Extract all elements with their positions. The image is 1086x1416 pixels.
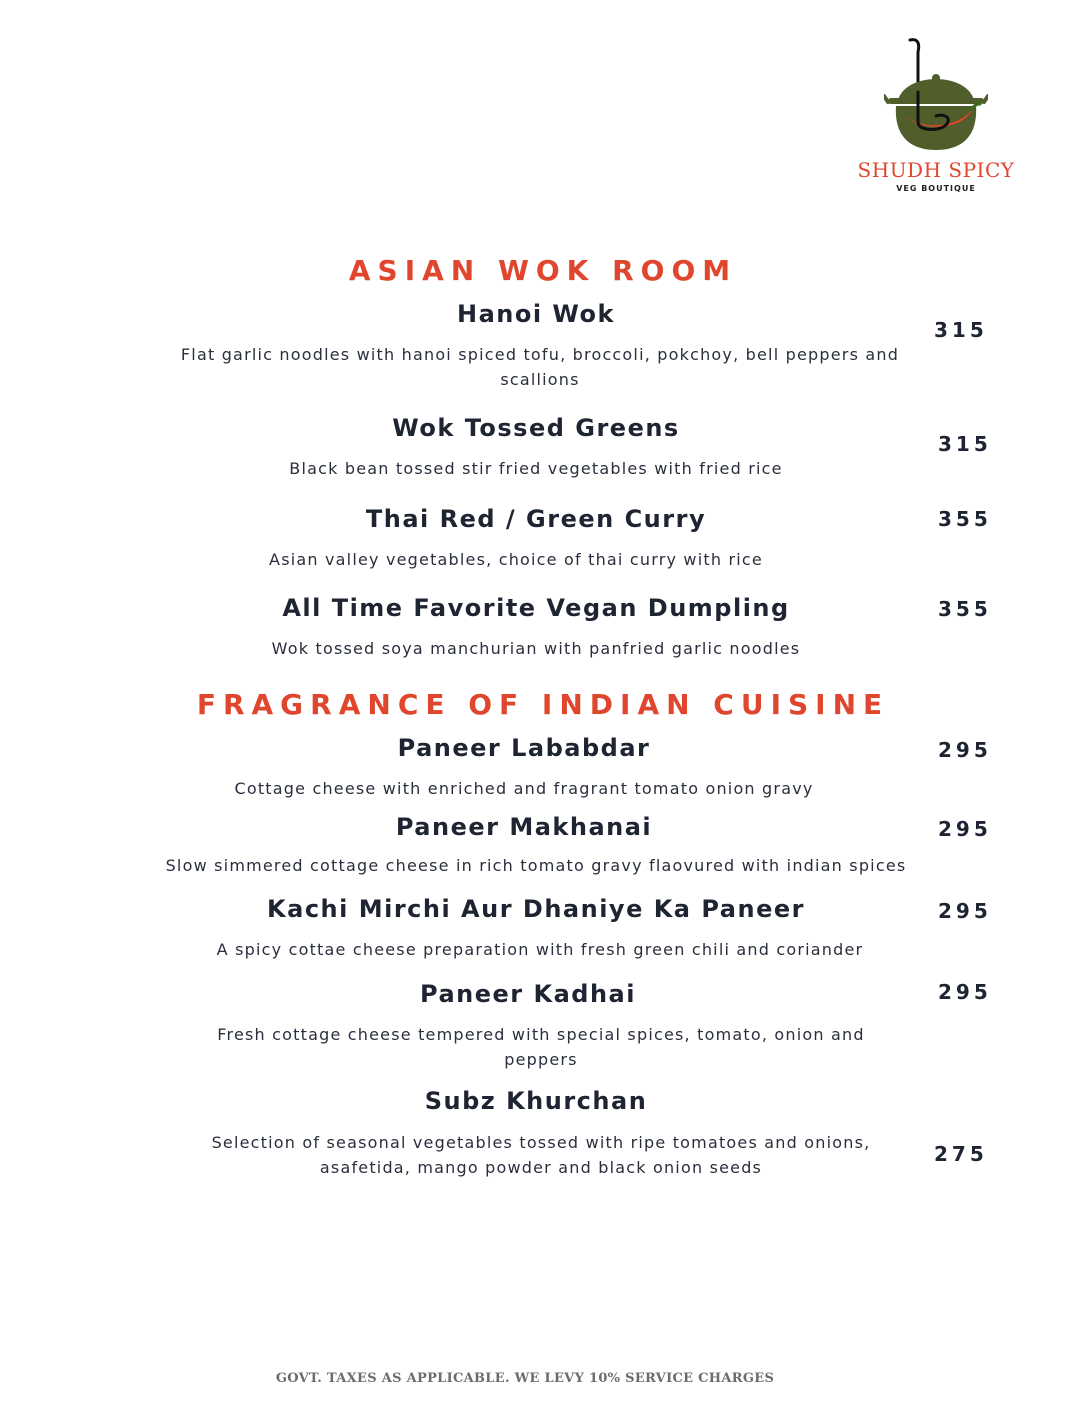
- menu-item-name: Wok Tossed Greens: [392, 414, 680, 442]
- menu-item-description: Selection of seasonal vegetables tossed with ripe tomatoes and onions, asafetida, mango powder and black onion seeds: [211, 1133, 871, 1177]
- menu-item-name: Thai Red / Green Curry: [365, 505, 707, 533]
- menu-item-name: Hanoi Wok: [456, 300, 615, 328]
- menu-item-price: 295: [938, 899, 992, 923]
- menu-item-name: Kachi Mirchi Aur Dhaniye Ka Paneer: [267, 895, 805, 923]
- menu-item-price: 295: [938, 980, 992, 1004]
- menu-item-description: Slow simmered cottage cheese in rich tomato gravy flaovured with indian spices: [165, 856, 907, 875]
- brand-logo: [848, 36, 1024, 200]
- menu-item-price: 315: [934, 318, 988, 342]
- cooking-pot-with-chili-icon: [884, 36, 988, 154]
- section-title-asian-wok-room: ASIAN WOK ROOM: [348, 254, 738, 287]
- menu-item-description: Wok tossed soya manchurian with panfried garlic noodles: [271, 639, 801, 658]
- menu-item-name: Subz Khurchan: [424, 1087, 648, 1115]
- menu-item-price: 355: [938, 597, 992, 621]
- menu-item-description: Fresh cottage cheese tempered with special spices, tomato, onion and peppers: [217, 1025, 865, 1069]
- menu-item-name: All Time Favorite Vegan Dumpling: [282, 594, 790, 622]
- menu-item-price: 315: [938, 432, 992, 456]
- footer-tax-note: GOVT. TAXES AS APPLICABLE. WE LEVY 10% SERVICE CHARGES: [275, 1371, 775, 1386]
- menu-item-name: Paneer Lababdar: [397, 734, 651, 762]
- brand-name: SHUDH SPICY: [857, 158, 1015, 182]
- menu-item-price: 275: [934, 1142, 988, 1166]
- menu-item-price: 295: [938, 738, 992, 762]
- menu-item-description: A spicy cottae cheese preparation with fresh green chili and coriander: [216, 940, 864, 959]
- menu-item-description: Black bean tossed stir fried vegetables with fried rice: [289, 459, 783, 478]
- menu-item-description: Flat garlic noodles with hanoi spiced tofu, broccoli, pokchoy, bell peppers and scallions: [180, 345, 900, 389]
- menu-item-price: 355: [938, 507, 992, 531]
- menu-item-description: Cottage cheese with enriched and fragrant tomato onion gravy: [234, 779, 814, 798]
- menu-item-description: Asian valley vegetables, choice of thai curry with rice: [269, 550, 763, 569]
- menu-item-name: Paneer Makhanai: [395, 813, 653, 841]
- brand-tagline: VEG BOUTIQUE: [896, 184, 976, 193]
- menu-item-price: 295: [938, 817, 992, 841]
- section-title-indian-cuisine: FRAGRANCE OF INDIAN CUISINE: [196, 688, 890, 721]
- menu-item-name: Paneer Kadhai: [420, 980, 636, 1008]
